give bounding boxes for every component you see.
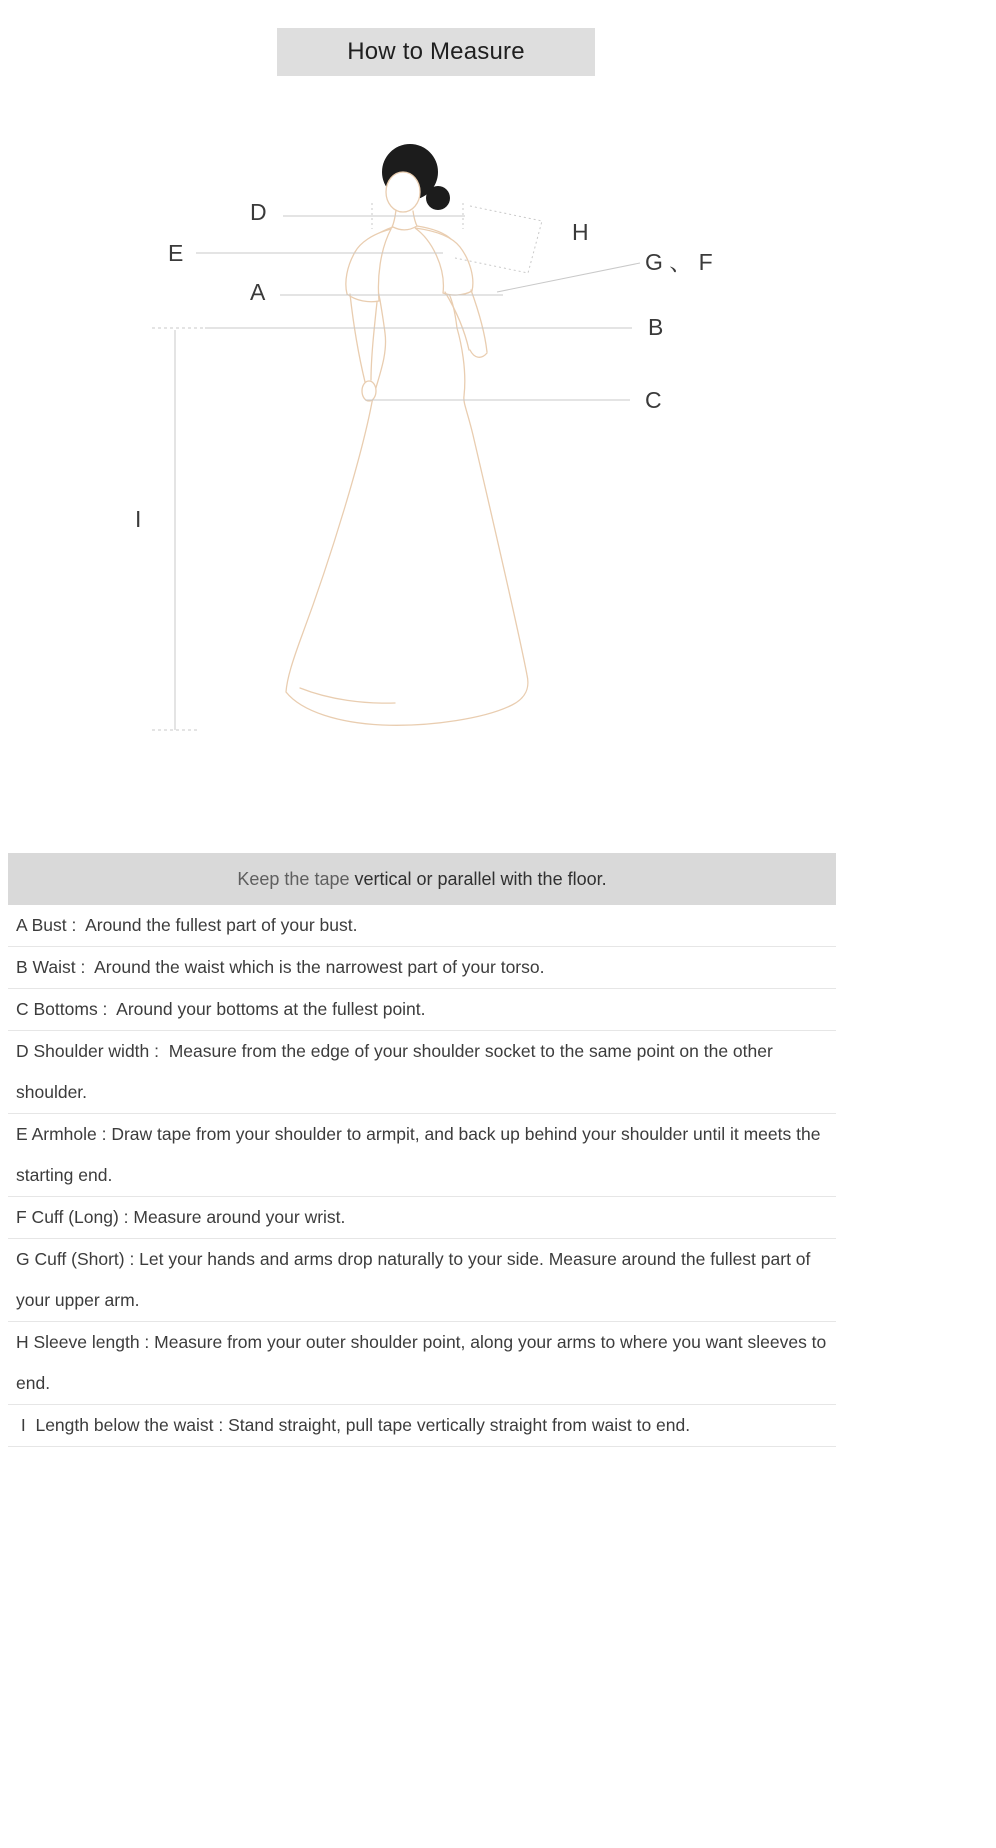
- table-header-prefix: Keep the tape: [237, 869, 355, 889]
- label-e-armhole: E: [168, 240, 184, 266]
- label-d-shoulder: D: [250, 199, 267, 225]
- left-hand: [362, 381, 376, 401]
- label-i-length: I: [135, 506, 142, 532]
- label-gf-cuff: G 、 F: [645, 249, 713, 275]
- dress-silhouette: [286, 226, 528, 725]
- table-row-h-sleeve-length: H Sleeve length : Measure from your outer shoulder point, along your arms to where you want sleeves to end.: [8, 1322, 836, 1405]
- neck-right: [413, 211, 417, 226]
- page-title: How to Measure: [277, 28, 595, 76]
- label-a-bust: A: [250, 279, 266, 305]
- table-header: [8, 853, 836, 905]
- table-row-g-cuff-short: G Cuff (Short) : Let your hands and arms drop naturally to your side. Measure around the fullest part of your upper arm.: [8, 1239, 836, 1322]
- table-row-c-bottoms: C Bottoms : Around your bottoms at the fullest point.: [8, 989, 836, 1031]
- left-forearm-outer: [350, 294, 366, 386]
- left-forearm-inner: [371, 302, 377, 380]
- woman-figure: [286, 144, 528, 725]
- label-c-bottoms: C: [645, 387, 662, 413]
- table-row-f-cuff-long: F Cuff (Long) : Measure around your wrist.: [8, 1197, 836, 1239]
- neck-left: [392, 210, 396, 227]
- table-row-b-waist: B Waist : Around the waist which is the narrowest part of your torso.: [8, 947, 836, 989]
- face: [386, 172, 420, 212]
- table-row-d-shoulder-width: D Shoulder width : Measure from the edge of your shoulder socket to the same point on the other shoulder.: [8, 1031, 836, 1114]
- label-h-sleeve: H: [572, 219, 589, 245]
- measure-table: [8, 853, 836, 1447]
- line-gf-cuff: [497, 263, 640, 292]
- right-forearm-outer: [471, 290, 487, 352]
- measurement-diagram: [0, 0, 996, 840]
- label-b-waist: B: [648, 314, 664, 340]
- right-hand: [470, 350, 487, 357]
- table-row-a-bust: A Bust : Around the fullest part of your bust.: [8, 905, 836, 947]
- table-row-e-armhole: E Armhole : Draw tape from your shoulder to armpit, and back up behind your shoulder until it meets the starting end.: [8, 1114, 836, 1197]
- table-row-i-length-below-waist: I Length below the waist : Stand straight, pull tape vertically straight from waist to end.: [8, 1405, 836, 1447]
- table-header-main: vertical or parallel with the floor.: [354, 869, 607, 889]
- hair-bun-icon: [426, 186, 450, 210]
